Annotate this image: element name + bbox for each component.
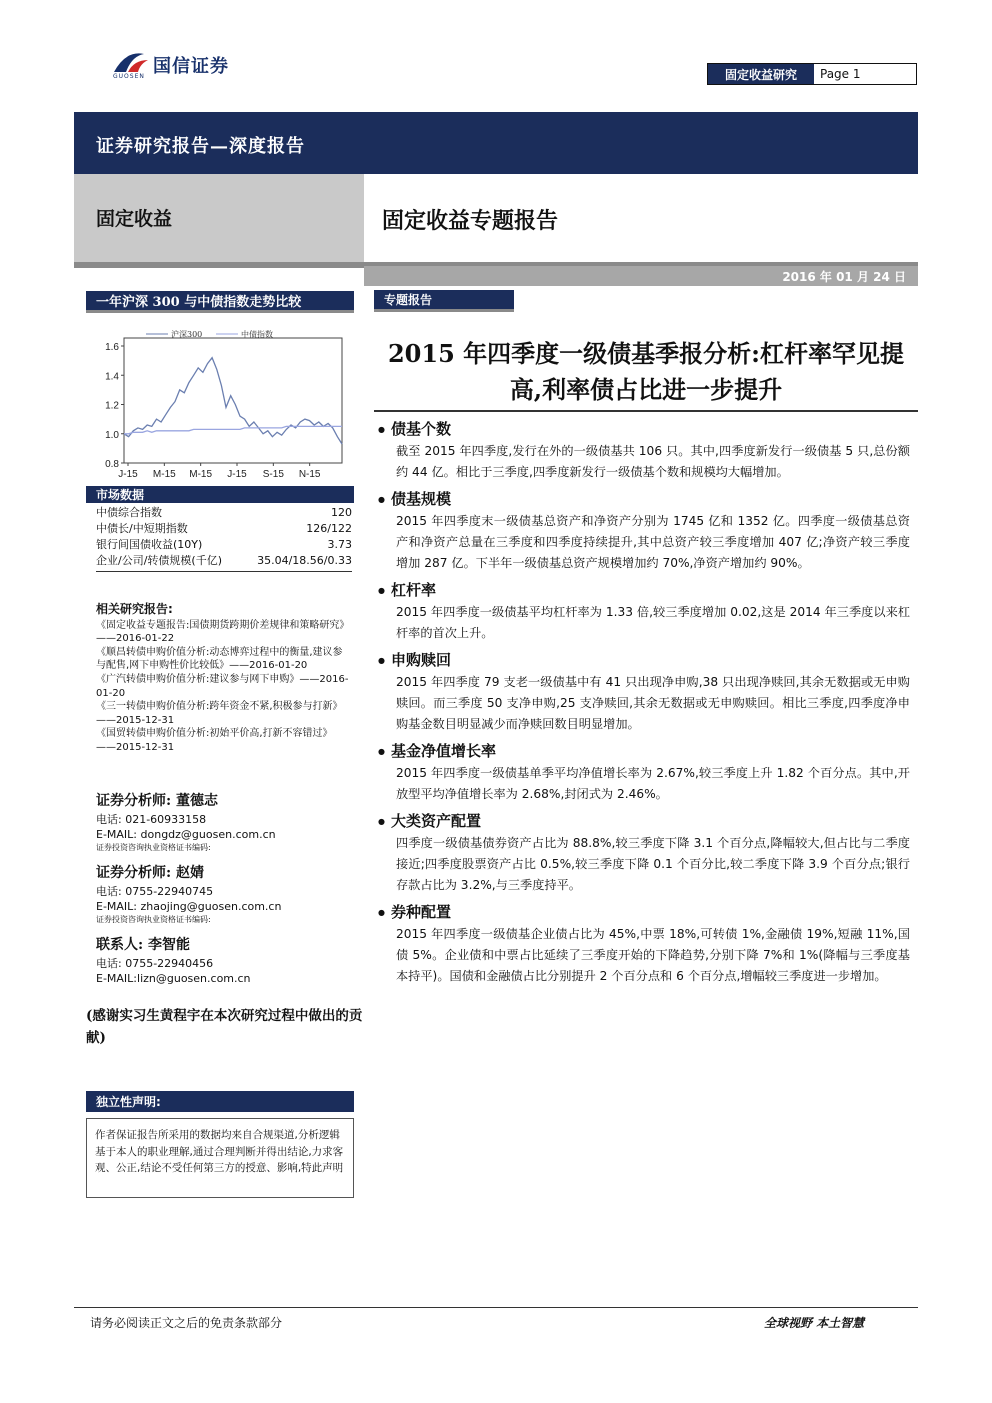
analyst-name: 证券分析师: 赵婧: [96, 865, 205, 881]
market-data-value: 126/122: [306, 522, 352, 535]
section-body: 四季度一级债基债券资产占比为 88.8%,较三季度下降 3.1 个百分点,降幅较大,但占比与二季度接近;四季度股票资产占比 0.5%,较三季度下降 0.1 个百分比,较二季度下降 3.9 个百分点;银行存款占比为 3.2%,与三季度持平。: [396, 836, 910, 892]
y-tick-label: 1.4: [105, 371, 119, 383]
x-tick-label: N-15: [298, 469, 321, 480]
market-data-row: [96, 553, 352, 569]
analyst-card: [96, 794, 356, 854]
disclaimer-note: 请务必阅读正文之后的免责条款部分: [90, 1316, 283, 1330]
market-data-rule: [96, 571, 352, 572]
market-data-value: 35.04/18.56/0.33: [257, 554, 352, 567]
section-heading: ● 券种配置: [378, 900, 910, 924]
report-sections: [378, 415, 910, 991]
contact-card: [96, 938, 356, 986]
related-report-item[interactable]: 《广汽转债申购价值分析:建议参与网下申购》——2016-01-20: [96, 673, 349, 699]
related-reports-title: 相关研究报告:: [96, 602, 173, 616]
market-data-title: 市场数据: [86, 486, 354, 503]
related-report-item[interactable]: 《顺昌转债申购价值分析:动态博弈过程中的衡量,建议参与配售,网下申购性价比较低》——2016-01-20: [96, 646, 343, 672]
title-rule: [374, 410, 918, 412]
contact-name: 联系人: 李智能: [96, 937, 191, 953]
section-body: 2015 年四季度一级债基企业债占比为 45%,中票 18%,可转债 1%,金融债 19%,短融 11%,国债 5%。企业债和中票占比延续了三季度开始的下降趋势,分别下降 7%和 1%(降幅与三季度基本持平)。国债和金融债占比分别提升 2 个百分点和 6 个百分点,增幅较三季度进一步增加。: [396, 927, 910, 983]
section-heading: ● 大类资产配置: [378, 809, 910, 833]
x-tick-label: M-15: [152, 469, 176, 480]
analyst-name: 证券分析师: 董德志: [96, 793, 219, 809]
report-type-banner: [74, 112, 918, 174]
category-text: 固定收益: [96, 208, 173, 230]
market-data-table: [96, 505, 352, 569]
section-body: 2015 年四季度末一级债基总资产和净资产分别为 1745 亿和 1352 亿。四季度一级债基总资产和净资产总量在三季度和四季度持续提升,其中总资产较三季度增加 407 亿;净资产较三季度增加 287 亿。下半年一级债基总资产规模增加约 70%,净资产增加约 90%。: [396, 514, 910, 570]
report-title: 2015 年四季度一级债基季报分析:杠杆率罕见提高,利率债占比进一步提升: [387, 339, 904, 404]
analyst-cert: 证券投资咨询执业资格证书编码:: [96, 915, 211, 924]
analyst-cert: 证券投资咨询执业资格证书编码:: [96, 843, 211, 852]
market-data-label: 中债长/中短期指数: [96, 522, 188, 535]
market-data-row: [96, 505, 352, 521]
section-heading: ● 债基个数: [378, 417, 910, 441]
y-tick-label: 0.8: [105, 459, 119, 470]
y-tick-label: 1.2: [105, 400, 119, 412]
index-trend-chart: [86, 318, 366, 486]
market-data-row: [96, 537, 352, 553]
report-kind-text: 固定收益专题报告: [382, 208, 559, 234]
independence-statement: 作者保证报告所采用的数据均来自合规渠道,分析逻辑基于本人的职业理解,通过合理判断并得出结论,力求客观、公正,结论不受任何第三方的授意、影响,特此声明: [86, 1118, 354, 1198]
contact-email[interactable]: E-MAIL:lizn@guosen.com.cn: [96, 972, 251, 985]
report-kind-banner: [364, 174, 918, 262]
legend-label: 中债指数: [241, 330, 273, 339]
y-tick-label: 1.0: [105, 429, 119, 441]
contact-phone: 电话: 0755-22940456: [96, 957, 214, 970]
x-tick-label: M-15: [189, 469, 213, 480]
related-reports: [96, 603, 352, 755]
analyst-email[interactable]: E-MAIL: dongdz@guosen.com.cn: [96, 828, 276, 841]
chart-lines: [124, 358, 342, 444]
research-type-label: 固定收益研究: [708, 64, 814, 84]
related-report-item[interactable]: 《固定收益专题报告:国债期货跨期价差规律和策略研究》——2016-01-22: [96, 619, 350, 645]
related-report-item[interactable]: 《国贸转债申购价值分析:初始平价高,打新不容错过》——2015-12-31: [96, 728, 333, 753]
market-data-label: 银行间国债收益(10Y): [96, 538, 203, 551]
section-heading: ● 申购赎回: [378, 648, 910, 672]
x-tick-label: J-15: [227, 469, 247, 480]
slogan: 全球视野 本土智慧: [764, 1316, 865, 1330]
independence-title: 独立性声明:: [86, 1091, 354, 1112]
market-data-label: 中债综合指数: [96, 506, 162, 519]
category-banner: [74, 174, 364, 262]
logo-text: 国信证券: [153, 56, 229, 77]
date-bar: [364, 266, 918, 286]
analyst-card: [96, 866, 356, 926]
section-body: 2015 年四季度 79 支老一级债基中有 41 只出现净申购,38 只出现净赎回,其余无数据或无申购赎回。而三季度 50 支净申购,25 支净赎回,其余无数据或无申购赎回。相比三季度,四季度净申购基金数目明显减少而净赎回数目明显增加。: [396, 675, 910, 731]
related-report-item[interactable]: 《三一转债申购价值分析:跨年资金不紧,积极参与打新》——2015-12-31: [96, 701, 343, 726]
section-heading: ● 杠杆率: [378, 578, 910, 602]
topic-tag: 专题报告: [374, 290, 514, 312]
x-tick-label: J-15: [118, 469, 138, 480]
analyst-email[interactable]: E-MAIL: zhaojing@guosen.com.cn: [96, 900, 282, 913]
footer-rule: [74, 1307, 918, 1308]
analyst-phone: 电话: 0755-22940745: [96, 885, 214, 898]
section-heading: ● 基金净值增长率: [378, 739, 910, 763]
report-date: 2016 年 01 月 24 日: [782, 270, 906, 284]
market-data-label: 企业/公司/转债规模(千亿): [96, 554, 222, 567]
y-tick-label: 1.6: [105, 342, 119, 353]
chart-title: 一年沪深 300 与中债指数走势比较: [86, 291, 354, 313]
section-body: 2015 年四季度一级债基单季平均净值增长率为 2.67%,较三季度上升 1.82 个百分点。其中,开放型平均净值增长率为 2.68%,封闭式为 2.46%。: [396, 766, 910, 801]
report-type-text: 证券研究报告—深度报告: [96, 136, 305, 157]
series-line: [124, 426, 342, 433]
logo-subtext: GUOSEN: [113, 73, 145, 80]
section-heading: ● 债基规模: [378, 487, 910, 511]
acknowledgement: (感谢实习生黄程宇在本次研究过程中做出的贡献): [86, 1008, 363, 1046]
legend-label: 沪深300: [171, 330, 203, 339]
market-data-row: [96, 521, 352, 537]
section-body: 截至 2015 年四季度,发行在外的一级债基共 106 只。其中,四季度新发行一级债基 5 只,总份额约 44 亿。相比于三季度,四季度新发行一级债基个数和规模均大幅增加。: [396, 444, 910, 479]
header-tag: [707, 63, 917, 85]
analyst-phone: 电话: 021-60933158: [96, 813, 207, 826]
market-data-value: 3.73: [327, 538, 352, 551]
market-data-value: 120: [331, 506, 352, 519]
chart-axes: [105, 338, 342, 480]
page-number: Page 1: [820, 67, 861, 81]
section-body: 2015 年四季度一级债基平均杠杆率为 1.33 倍,较三季度增加 0.02,这是 2014 年三季度以来杠杆率的首次上升。: [396, 605, 910, 640]
x-tick-label: S-15: [262, 469, 284, 480]
